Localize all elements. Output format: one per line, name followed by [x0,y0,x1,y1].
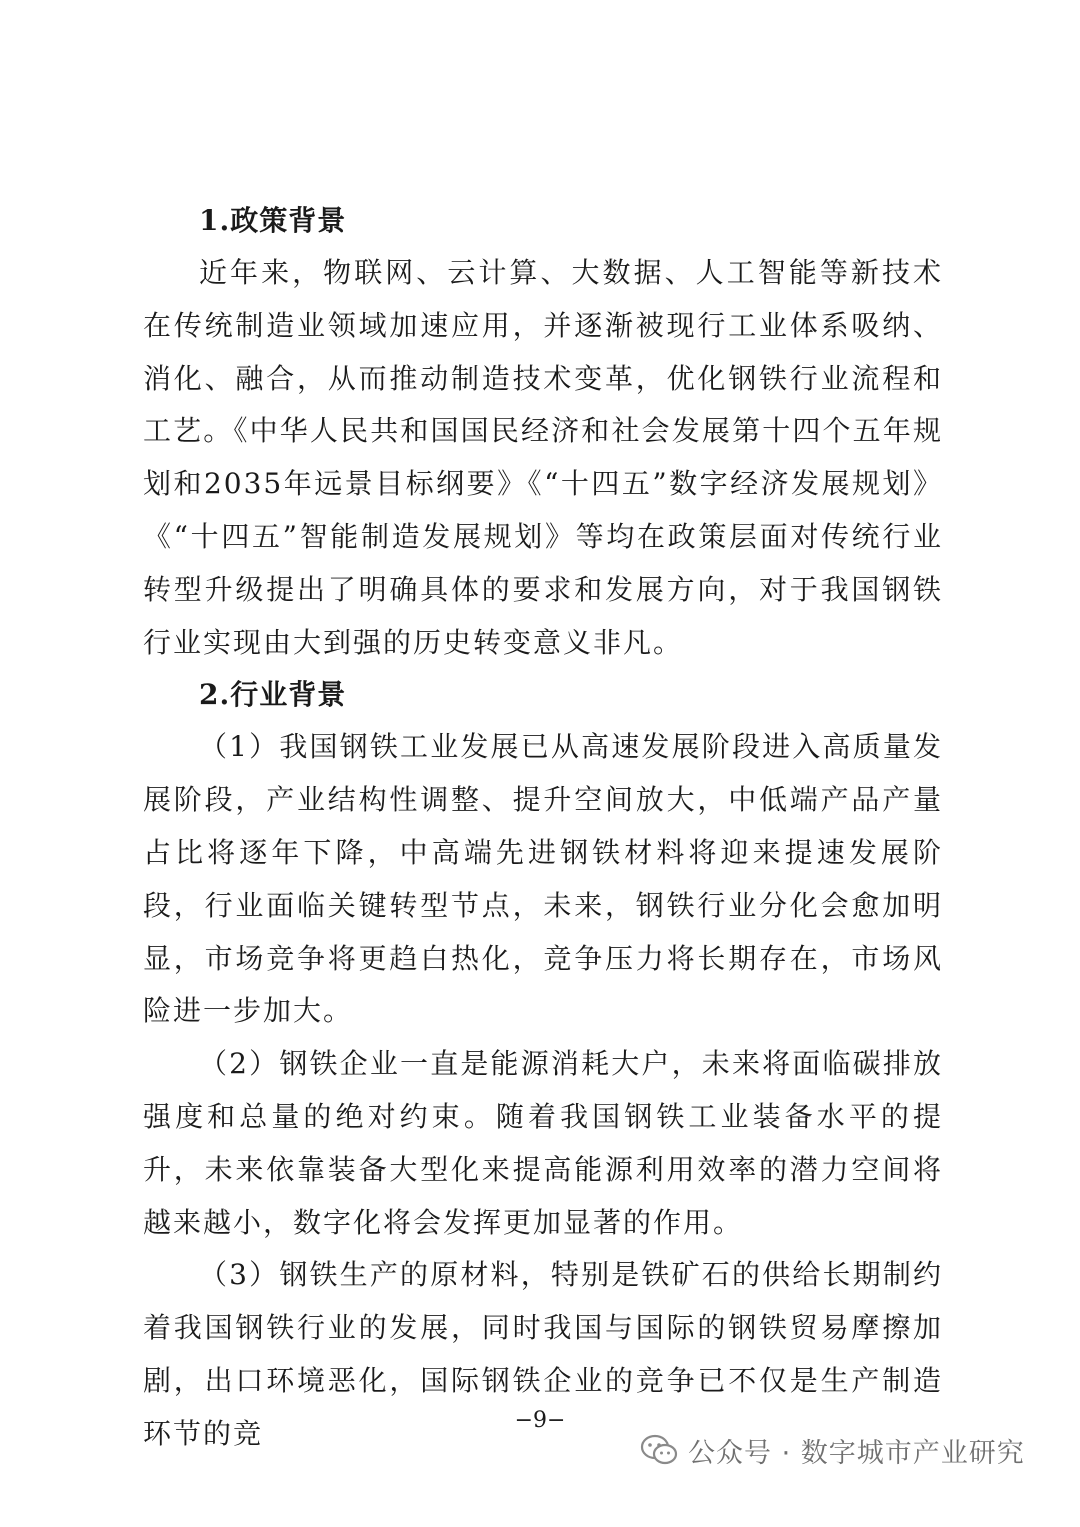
paragraph-industry-1: （1）我国钢铁工业发展已从高速发展阶段进入高质量发展阶段，产业结构性调整、提升空间放大，中低端产品产量占比将逐年下降，中高端先进钢铁材料将迎来提速发展阶段，行业面临关键转型节点，未来，钢铁行业分化会愈加明显，市场竞争将更趋白热化，竞争压力将长期存在，市场风险进一步加大。 [143,730,943,1028]
wechat-watermark [640,1430,1025,1470]
section-heading-industry: 2.行业背景 [199,678,347,712]
watermark-text: 公众号 · 数字城市产业研究 [688,1437,1025,1469]
paragraph-industry-2: （2）钢铁企业一直是能源消耗大户，未来将面临碳排放强度和总量的绝对约束。随着我国钢铁工业装备水平的提升，未来依靠装备大型化来提高能源利用效率的潜力空间将越来越小，数字化将会发挥更加显著的作用。 [143,1047,943,1239]
paragraph-policy-background: 近年来，物联网、云计算、大数据、人工智能等新技术在传统制造业领域加速应用，并逐渐被现行工业体系吸纳、消化、融合，从而推动制造技术变革，优化钢铁行业流程和工艺。《中华人民共和国国民经济和社会发展第十四个五年规划和2035年远景目标纲要》《“十四五”数字经济发展规划》《“十四五”智能制造发展规划》等均在政策层面对传统行业转型升级提出了明确具体的要求和发展方向，对于我国钢铁行业实现由大到强的历史转变意义非凡。 [143,256,943,659]
document-body [143,195,943,1461]
paragraph-industry-3: （3）钢铁生产的原材料，特别是铁矿石的供给长期制约着我国钢铁行业的发展，同时我国与国际的钢铁贸易摩擦加剧，出口环境恶化，国际钢铁企业的竞争已不仅是生产制造环节的竞 [143,1258,943,1450]
page-number: −9− [514,1408,566,1433]
wechat-icon [640,1434,678,1466]
section-heading-policy: 1.政策背景 [199,204,347,237]
